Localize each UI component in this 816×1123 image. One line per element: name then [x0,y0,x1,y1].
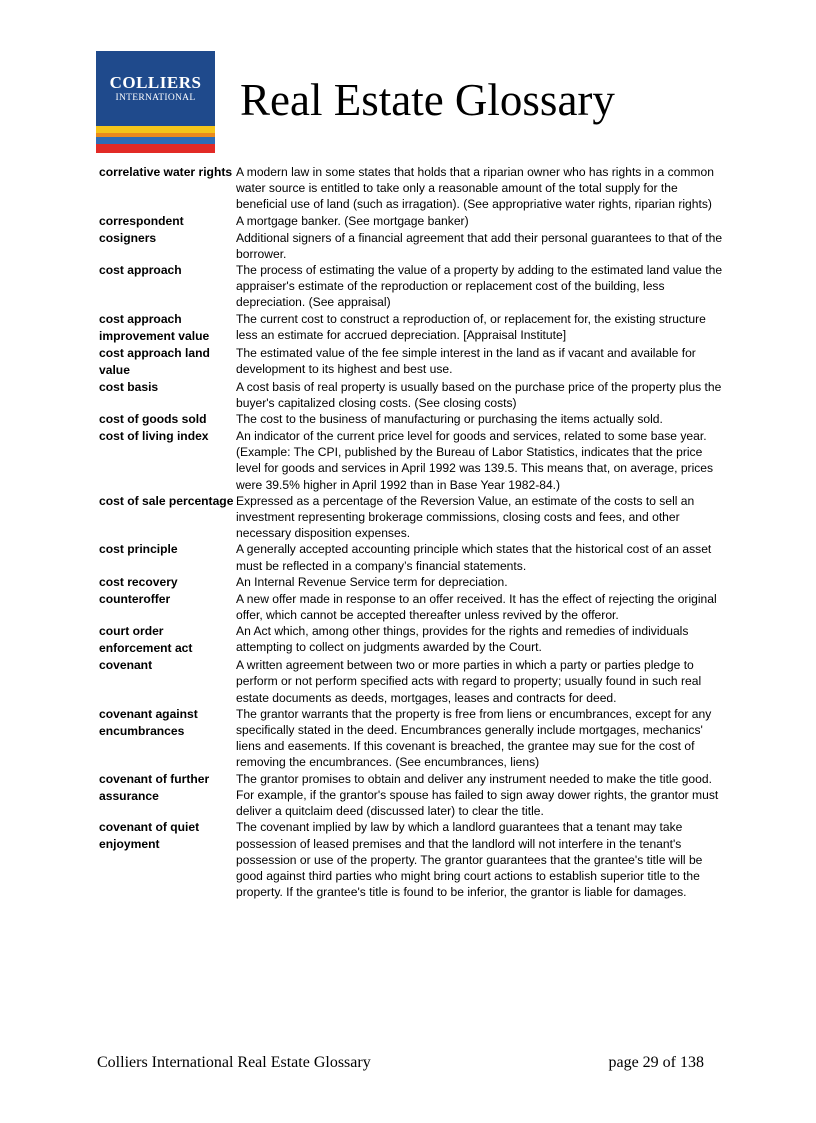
glossary-definition: An Internal Revenue Service term for depreciation. [236,574,508,589]
glossary-term: covenant of quiet enjoyment [99,820,200,852]
glossary-entry [99,230,724,262]
logo-stripe-red [96,144,215,153]
glossary-definition: A written agreement between two or more parties in which a party or parties pledge to perform or not perform specified acts with regard to property; usually found in such real estate documents as deeds, mortgages, leases and contracts for deed. [236,658,702,705]
glossary-entry [99,574,724,591]
glossary-term: covenant [99,658,153,673]
glossary-list [99,164,724,900]
footer-page-number: page 29 of 138 [608,1054,704,1071]
colliers-logo [96,51,215,153]
glossary-definition: An indicator of the current price level for goods and services, related to some base year. (Example: The CPI, published by the Bureau of Labor Statistics, indicates that the price level for goods and services in April 1992 was 139.5. This means that, on average, prices were 39.5% higher in April 1992 than in Base Year 1982-84.) [236,429,714,492]
glossary-entry [99,819,724,900]
glossary-definition: The cost to the business of manufacturing or purchasing the items actually sold. [236,412,663,427]
glossary-term: cost principle [99,542,178,557]
logo-stripe-blue [96,137,215,144]
glossary-term: cosigners [99,230,157,245]
glossary-definition: Expressed as a percentage of the Reversion Value, an estimate of the costs to sell an investment representing brokerage commissions, closing costs and fees, and other necessary disposition expenses. [236,493,695,541]
glossary-term: cost of sale percentage [99,493,234,508]
glossary-entry [99,164,724,213]
glossary-term: cost approach [99,263,182,278]
glossary-entry [99,379,724,411]
logo-wordmark: COLLIERS [109,73,202,92]
glossary-entry [99,311,724,345]
glossary-entry [99,213,724,230]
glossary-entry [99,623,724,657]
glossary-definition: A new offer made in response to an offer received. It has the effect of rejecting the original offer, which cannot be accepted thereafter unless revived by the offeror. [236,591,717,623]
glossary-term: cost of living index [99,429,209,444]
glossary-term: cost of goods sold [99,412,207,427]
logo-stripe-yellow [96,126,215,133]
glossary-definition: Additional signers of a financial agreement that add their personal guarantees to that of the borrower. [236,230,723,261]
glossary-term: correspondent [99,213,184,228]
glossary-definition: A generally accepted accounting principle which states that the historical cost of an asset must be reflected in a company’s financial statements. [236,542,712,573]
glossary-entry [99,411,724,428]
glossary-entry [99,706,724,771]
glossary-definition: The estimated value of the fee simple interest in the land as if vacant and available for development to its highest and best use. [236,345,696,376]
glossary-entry [99,428,724,493]
glossary-term: cost approach improvement value [99,311,210,343]
glossary-definition: The covenant implied by law by which a landlord guarantees that a tenant may take possession of leased premises and that the landlord will not interfere in the tenant's possession or use of the property. The grantor guarantees that the grantee's title will be good against third parties who might bring court actions to establish superior title to the property. If the grantee's title is found to be inferior, the grantor is liable for damages. [236,820,703,900]
glossary-term: cost recovery [99,574,178,589]
page-title: Real Estate Glossary [240,75,615,125]
glossary-entry [99,493,724,542]
glossary-definition: The current cost to construct a reproduction of, or replacement for, the existing structure less an estimate for accrued depreciation. [Appraisal Institute] [236,311,706,342]
glossary-entry [99,591,724,623]
logo-subtitle: INTERNATIONAL [115,93,196,103]
glossary-definition: An Act which, among other things, provides for the rights and remedies of individuals attempting to collect on judgments awarded by the Court. [236,624,689,655]
glossary-entry [99,657,724,706]
glossary-term: counteroffer [99,591,171,606]
glossary-entry [99,262,724,311]
glossary-term: court order enforcement act [99,624,193,656]
glossary-definition: The grantor warrants that the property is free from liens or encumbrances, except for any specifically stated in the deed. Encumbrances generally include mortgages, mechanics' liens and easements. If this covenant is breached, the grantee may sue for the cost of removing the encumbrances. (See encumbrances, liens) [236,706,712,770]
glossary-definition: A mortgage banker. (See mortgage banker) [236,213,469,228]
glossary-term: covenant against encumbrances [99,706,198,738]
glossary-entry [99,541,724,573]
footer-document-title: Colliers International Real Estate Glossary [97,1054,371,1071]
glossary-definition: The grantor promises to obtain and deliver any instrument needed to make the title good. For example, if the grantor's spouse has failed to sign away dower rights, the grantor must deliver a quitclaim deed (discussed later) to clear the title. [236,771,719,819]
glossary-term: covenant of further assurance [99,771,210,803]
glossary-term: cost basis [99,379,159,394]
glossary-definition: A modern law in some states that holds that a riparian owner who has rights in a common water source is entitled to take only a reasonable amount of the total supply for the beneficial use of land (such as irragation). (See appropriative water rights, riparian rights) [236,165,714,212]
glossary-definition: The process of estimating the value of a property by adding to the estimated land value the appraiser's estimate of the reproduction or replacement cost of the building, less depreciation. (See appraisal) [236,263,723,310]
glossary-term: correlative water rights [99,165,233,179]
glossary-definition: A cost basis of real property is usually based on the purchase price of the property plus the buyer's capitalized closing costs. (See closing costs) [236,379,722,410]
glossary-entry [99,771,724,820]
glossary-term: cost approach land value [99,345,210,377]
glossary-entry [99,345,724,379]
